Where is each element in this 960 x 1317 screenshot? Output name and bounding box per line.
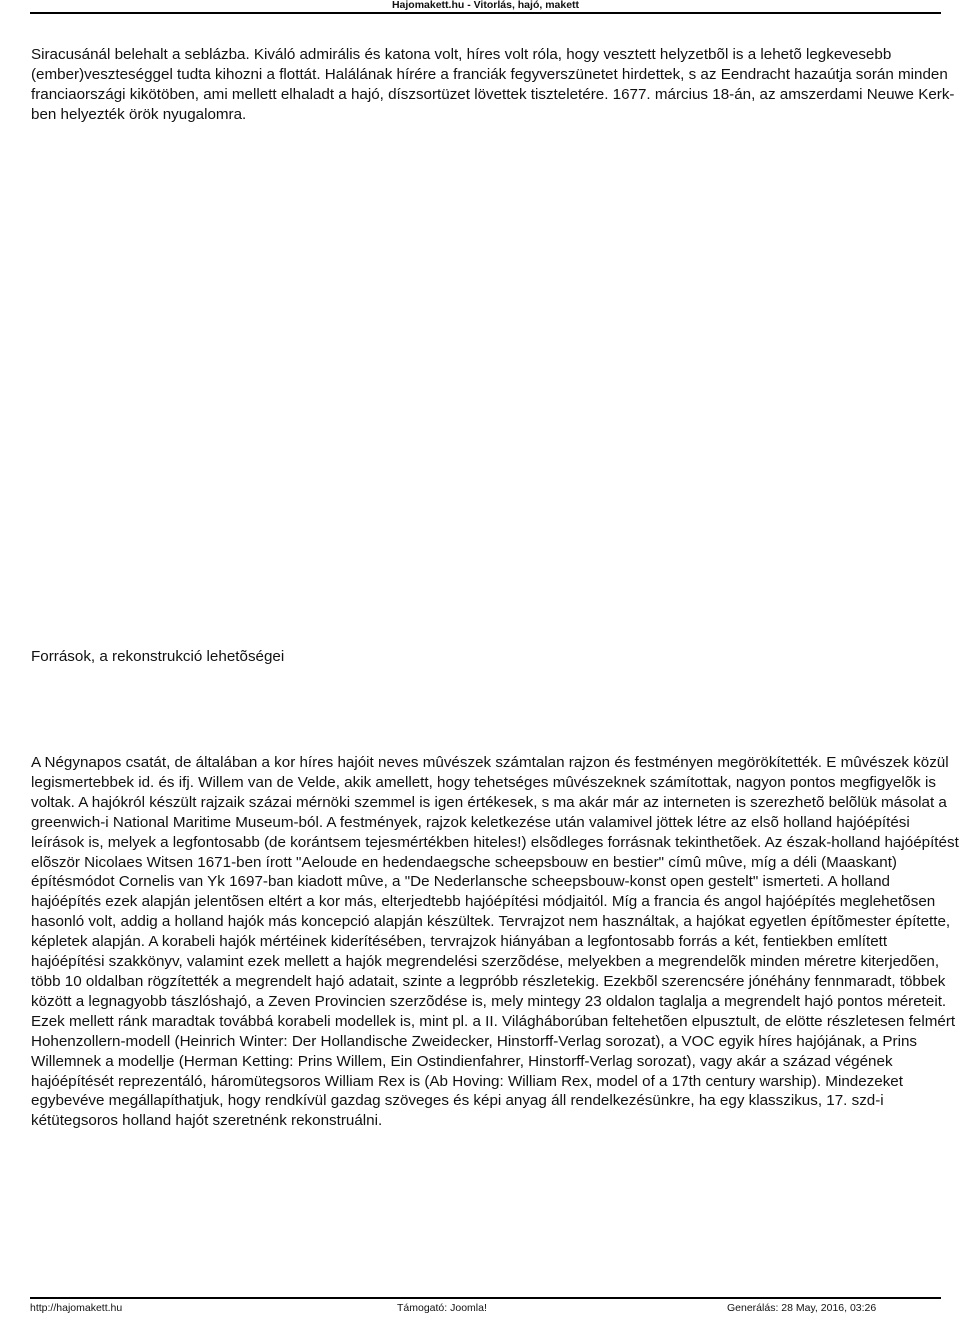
footer-sponsor: Támogató: Joomla!: [397, 1302, 487, 1314]
footer-generated-timestamp: Generálás: 28 May, 2016, 03:26: [727, 1302, 877, 1314]
page-header-title: Hajomakett.hu - Vitorlás, hajó, makett: [391, 0, 580, 11]
page-header: [30, 0, 941, 14]
section-heading: Források, a rekonstrukció lehetõségei: [31, 648, 285, 665]
page-footer: [30, 1297, 941, 1317]
footer-site-url[interactable]: http://hajomakett.hu: [30, 1302, 123, 1314]
article-paragraph-1: Siracusánál belehalt a seblázba. Kiváló admirális és katona volt, híres volt róla, hogy vesztett helyzetbõl is a lehetõ legkevesebb (ember)veszteséggel tudta kihozni a flottát. Halálának hírére a franciák fegyverszünetet hirdettek, s az Eendracht hazaútja során minden franciaországi kikötöben, ami mellett elhaladt a hajó, díszsortüzet lövettek tiszteletére. 1677. március 18-án, az amszerdami Neuwe Kerk-ben helyezték örök nyugalomra.: [31, 46, 955, 123]
article-paragraph-2: A Négynapos csatát, de általában a kor híres hajóit neves mûvészek számtalan rajzon és festményen megörökítették. E mûvészek közül legismertebbek id. és ifj. Willem van de Velde, akik amellett, hogy tehetséges mûvészeknek számítottak, nagyon pontos megfigyelõk is voltak. A hajókról készült rajzaik százai mérnöki szemmel is igen értékesek, s ma akár már az interneten is szerezhetõ belõlük másolat a greenwich-i National Maritime Museum-ból. A festmények, rajzok keletkezése után valamivel jöttek létre az elsõ holland hajóépítési leírások is, melyek a legfontosabb (de korántsem tejesmértékben hiteles!) elsõdleges forrásnak tekinthetõek. Az észak-holland hajóépítést elõször Nicolaes Witsen 1671-ben írott "Aeloude en hedendaegsche scheepsbouw en bestier" címû mûve, míg a déli (Maaskant) építésmódot Cornelis van Yk 1697-ban kiadott mûve, a "De Nederlansche scheepsbouw-konst open gestelt" ismerteti. A holland hajóépítés ezek alapján jelentõsen eltért a kor más, elterjedtebb hajóépítési módjaitól. Míg a francia és angol hajóépítés meglehetõsen hasonló volt, addig a holland hajók más koncepció alapján készültek. Tervrajzot nem használtak, a hajókat egyetlen építõmester építette, képletek alapján. A korabeli hajók mértéinek kiderítésében, tervrajzok hiányában a legfontosabb forrás a két, fentiekben említett hajóépítési szakkönyv, valamint ezek mellett a hajók megrendelési szerzõdése, melyekben a megrendelõk minden méretre kiterjedõen, több 10 oldalban rögzítették a megrendelt hajó adatait, szinte a legpróbb részletekig. Ezekbõl szerencsére jónéhány fennmaradt, többek között a legnagyobb tászlóshajó, a Zeven Provincien szerzõdése is, mely mintegy 23 oldalon taglalja a megrendelt hajó pontos méreteit. Ezek mellett ránk maradtak továbbá korabeli modellek is, mint pl. a II. Világháborúban feltehetõen elpusztult, de elötte részletesen felmért Hohenzollern-modell (Heinrich Winter: Der Hollandische Zweidecker, Hinstorff-Verlag sorozat), a VOC egyik híres hajójának, a Prins Willemnek a modellje (Herman Ketting: Prins Willem, Ein Ostindienfahrer, Hinstorff-Verlag sorozat), vagy akár a század végének hajóépítését reprezentáló, háromütegsoros William Rex is (Ab Hoving: William Rex, model of a 17th century warship). Mindezeket egybevéve megállapíthatjuk, hogy rendkívül gazdag szöveges és képi anyag áll rendelkezésünkre, ha egy klasszikus, 17. szd-i kétütegsoros holland hajót szeretnénk rekonstruálni.: [31, 754, 959, 1130]
